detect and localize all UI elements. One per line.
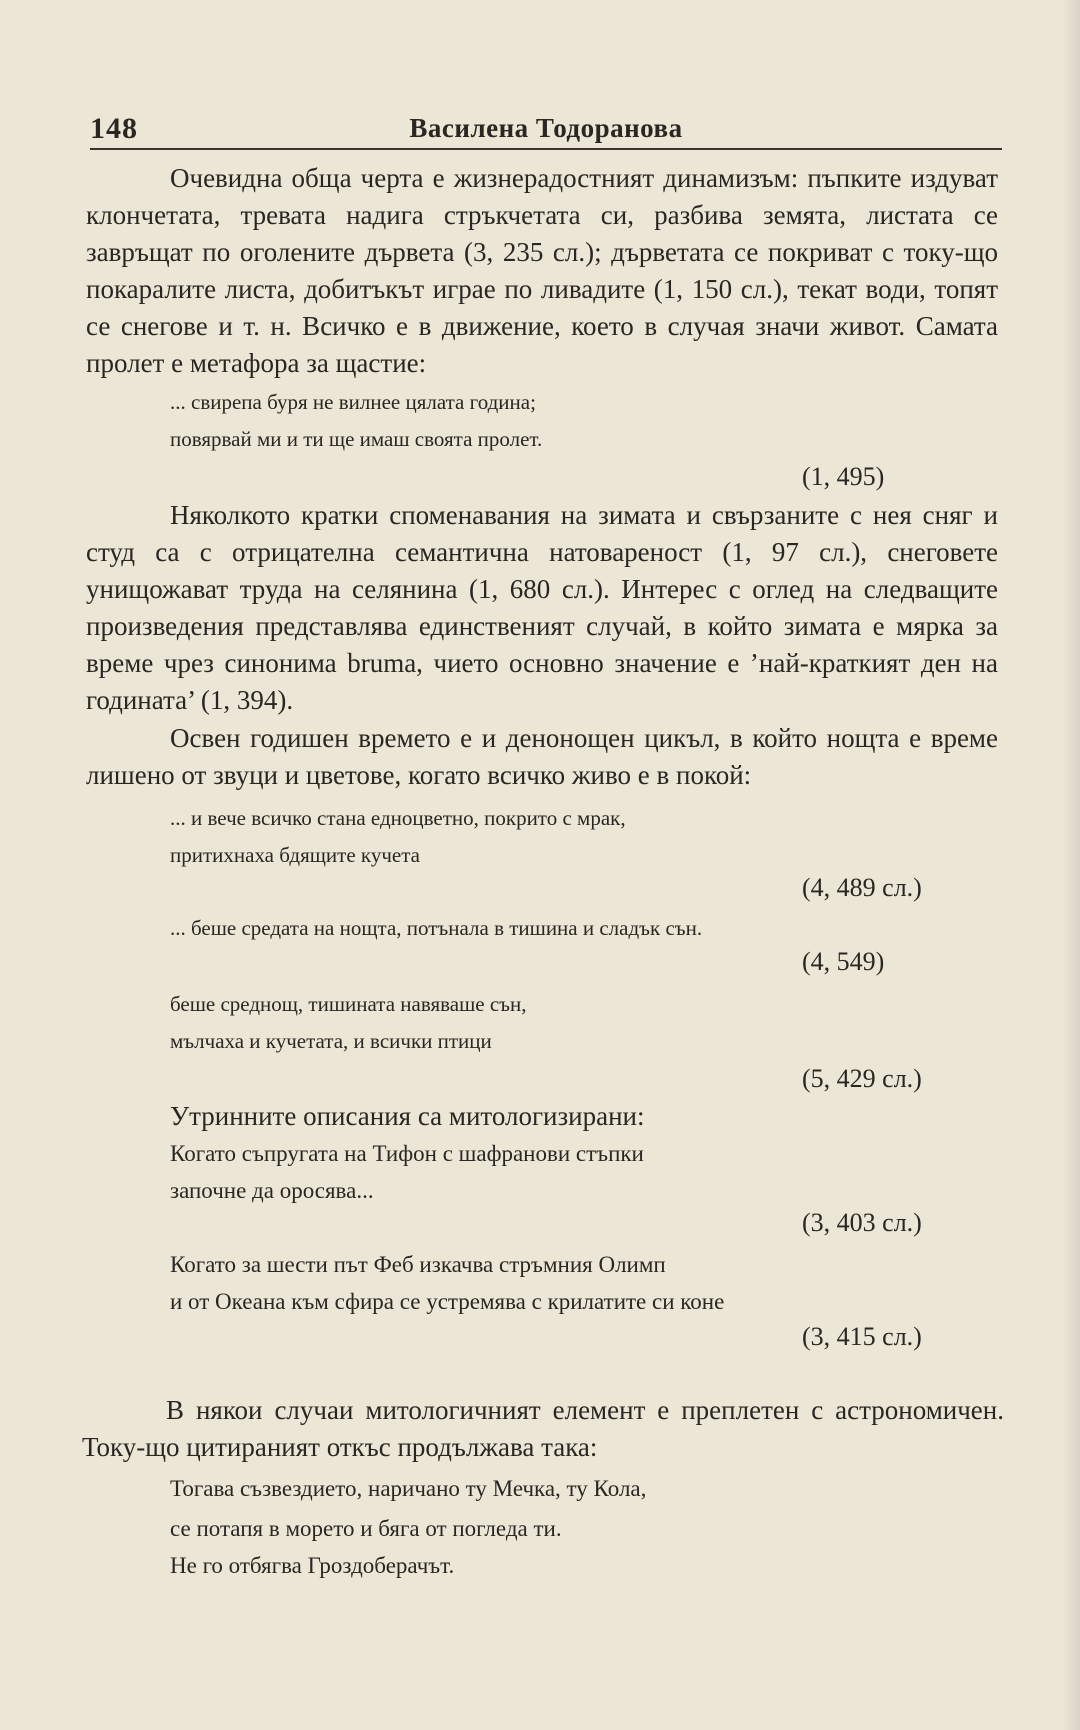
citation: (1, 495)	[802, 462, 885, 491]
paragraph-astronomy: В някои случаи митологичният елемент е преплетен с астрономичен. Току-що цитираният откъс продължава така:	[82, 1395, 1004, 1462]
citation: (5, 429 сл.)	[802, 1064, 922, 1093]
verse-line: ... свирепа буря не вилнее цялата година;	[170, 390, 536, 414]
verse-line: повярвай ми и ти ще имаш своята пролет.	[170, 427, 543, 451]
verse-line: започне да оросява...	[170, 1178, 374, 1203]
verse-line: се потапя в морето и бяга от погледа ти.	[170, 1516, 562, 1541]
verse-line: Не го отбягва Гроздоберачът.	[170, 1553, 455, 1578]
page-edge-shadow	[1062, 0, 1080, 1730]
paragraph-spring-dynamism: Очевидна обща черта е жизнерадостният динамизъм: пъпките издуват клончетата, тревата надига стръкчетата си, разбива земята, листата се завръщат по оголените дървета (3, 235 сл.); дърветата се покриват с току-що покаралите листа, добитъкът играе по ливадите (1, 150 сл.), текат води, топят се снегове и т. н. Всичко е в движение, което в случая значи живот. Самата пролет е метафора за щастие:	[86, 163, 998, 378]
paragraph-night-cycle: Освен годишен времето е и денонощен цикъл, в който нощта е време лишено от звуци и цветове, когато всичко живо е в покой:	[86, 723, 998, 790]
page-header	[90, 108, 1002, 150]
citation: (3, 415 сл.)	[802, 1322, 922, 1351]
page-number: 148	[90, 112, 138, 145]
verse-line: мълчаха и кучетата, и всички птици	[170, 1029, 492, 1053]
verse-line: Когато съпругата на Тифон с шафранови стъпки	[170, 1141, 644, 1166]
verse-line: беше среднощ, тишината навяваше сън,	[170, 992, 527, 1016]
verse-line: и от Океана към сфира се устремява с крилатите си коне	[170, 1289, 725, 1314]
citation: (4, 489 сл.)	[802, 873, 922, 902]
verse-line: Тогава съзвездието, наричано ту Мечка, ту Кола,	[170, 1476, 647, 1501]
running-head-author: Василена Тодоранова	[409, 113, 683, 143]
verse-line: ... беше средата на нощта, потънала в тишина и сладък сън.	[170, 916, 703, 940]
verse-line: притихнаха бдящите кучета	[170, 843, 420, 867]
citation: (3, 403 сл.)	[802, 1208, 922, 1237]
paragraph-winter: Няколкото кратки споменавания на зимата и свързаните с нея сняг и студ са с отрицателна семантична натовареност (1, 97 сл.), снеговете унищожават труда на селянина (1, 680 сл.). Интерес с оглед на следващите произведения представлява единственият случай, в който зимата е мярка за време чрез синонима bruma, чието основно значение е ’най-краткият ден на годината’ (1, 394).	[86, 500, 998, 715]
verse-line: Когато за шести път Феб изкачва стръмния Олимп	[170, 1252, 666, 1277]
paragraph-morning-intro: Утринните описания са митологизирани:	[170, 1101, 645, 1131]
verse-line: ... и вече всичко стана едноцветно, покрито с мрак,	[170, 806, 626, 830]
citation: (4, 549)	[802, 947, 885, 976]
